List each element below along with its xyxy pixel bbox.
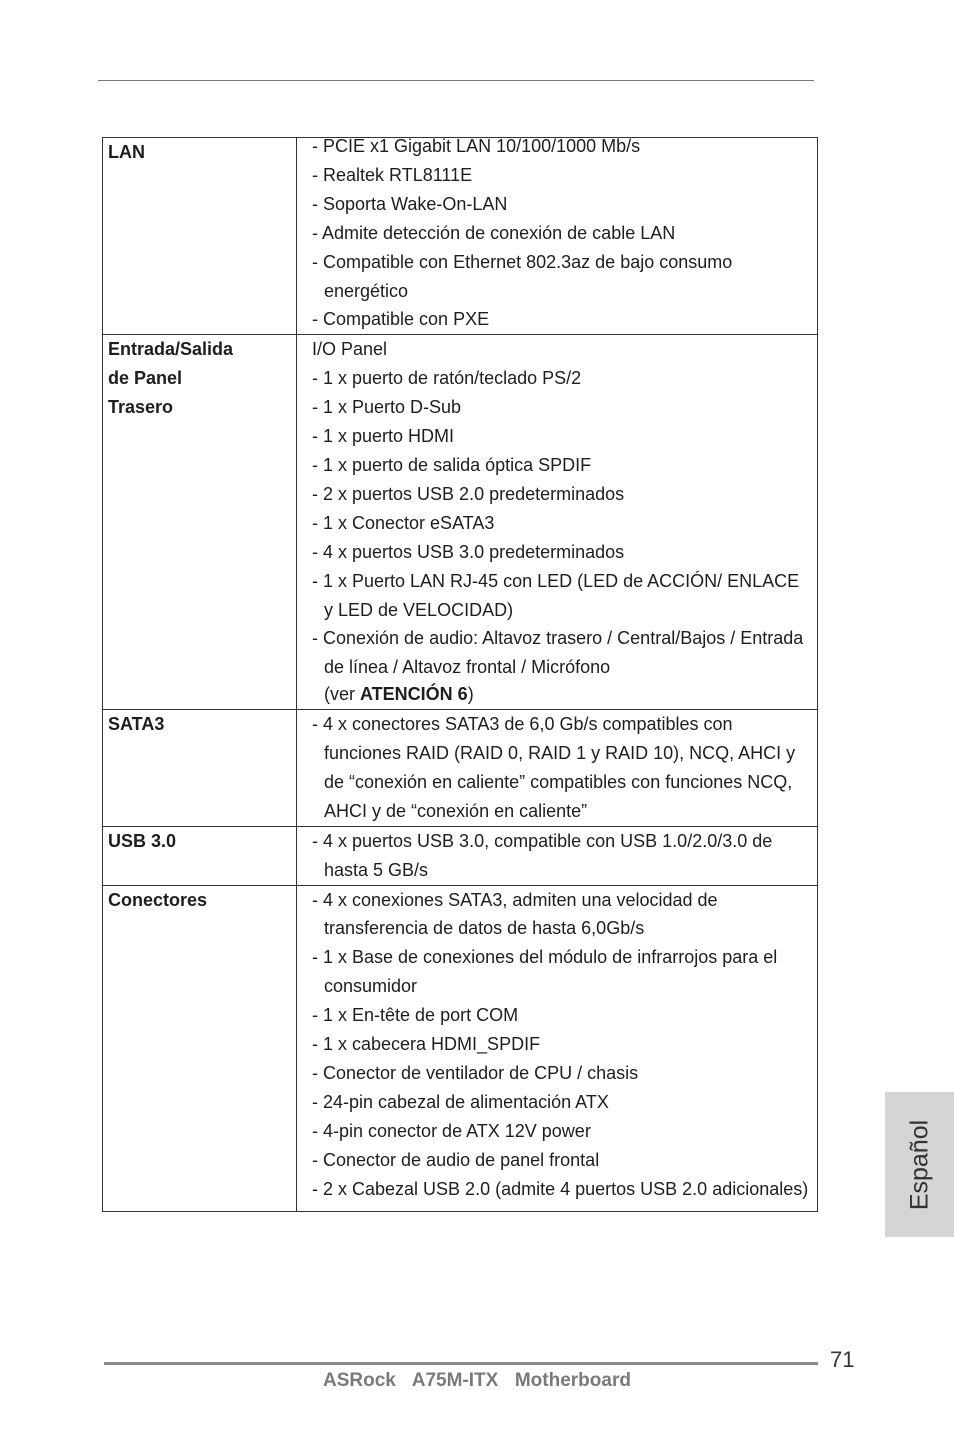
label-line: Conectores xyxy=(108,889,208,910)
row-values xyxy=(297,138,818,335)
spec-item: - PCIE x1 Gigabit LAN 10/100/1000 Mb/s xyxy=(312,136,641,156)
row-label xyxy=(103,138,297,335)
row-values xyxy=(297,826,818,885)
spec-item: - 1 x En-tête de port COM xyxy=(312,1005,519,1026)
page-number: 71 xyxy=(830,1347,855,1372)
label-line: USB 3.0 xyxy=(108,830,177,851)
spec-item: - 1 x puerto de salida óptica SPDIF xyxy=(312,454,592,475)
spec-item: - 1 x cabecera HDMI_SPDIF xyxy=(312,1034,541,1055)
spec-item: - 1 x Puerto D-Sub xyxy=(312,397,462,418)
note-suffix: ) xyxy=(467,684,474,705)
spec-item: - Compatible con PXE xyxy=(312,309,490,330)
spec-row-usb3 xyxy=(103,826,818,885)
row-label xyxy=(103,826,297,885)
spec-note xyxy=(312,680,811,709)
spec-item: - 4 x puertos USB 3.0 predeterminados xyxy=(312,541,625,562)
spec-item: - 4 x conexiones SATA3, admiten una velocidad de transferencia de datos de hasta 6,0Gb/s xyxy=(312,889,718,939)
row-values xyxy=(297,335,818,710)
spec-item: - 1 x Conector eSATA3 xyxy=(312,512,495,533)
spec-row-connectors xyxy=(103,885,818,1211)
spec-item: - 1 x Base de conexiones del módulo de infrarrojos para el consumidor xyxy=(312,947,778,997)
spec-table xyxy=(102,137,818,1212)
row-label xyxy=(103,335,297,710)
spec-item: - 24-pin cabezal de alimentación ATX xyxy=(312,1091,609,1112)
spec-item: - 2 x puertos USB 2.0 predeterminados xyxy=(312,483,625,504)
spec-item: - 4 x conectores SATA3 de 6,0 Gb/s compatibles con funciones RAID (RAID 0, RAID 1 y RAID 10), NCQ, AHCI y de “conexión en caliente” compatibles con funciones NCQ, AHCI y de “conexión en caliente” xyxy=(312,714,796,821)
label-line: LAN xyxy=(108,142,145,162)
language-tab xyxy=(885,1092,954,1237)
spec-item: - 1 x puerto de ratón/teclado PS/2 xyxy=(312,368,582,389)
label-line: de Panel xyxy=(108,368,183,389)
spec-item: - Soporta Wake-On-LAN xyxy=(312,193,508,214)
spec-item: - 4-pin conector de ATX 12V power xyxy=(312,1120,591,1141)
spec-item: - Compatible con Ethernet 802.3az de bajo consumo energético xyxy=(312,251,733,301)
spec-item: - Realtek RTL8111E xyxy=(312,164,473,185)
spec-row-lan xyxy=(103,138,818,335)
spec-item: - 1 x puerto HDMI xyxy=(312,426,455,447)
spec-item: - Conexión de audio: Altavoz trasero / Central/Bajos / Entrada de línea / Altavoz frontal / Micrófono xyxy=(312,628,804,678)
note-prefix: (ver xyxy=(324,684,360,705)
footer-rule xyxy=(104,1362,818,1365)
row-values xyxy=(297,885,818,1211)
io-panel-heading: I/O Panel xyxy=(312,339,388,360)
spec-item: - Admite detección de conexión de cable LAN xyxy=(312,222,676,243)
row-label xyxy=(103,710,297,827)
footer-product-name: ASRock A75M-ITX Motherboard xyxy=(323,1370,631,1391)
spec-item: - 4 x puertos USB 3.0, compatible con USB 1.0/2.0/3.0 de hasta 5 GB/s xyxy=(312,830,773,880)
spec-row-sata3 xyxy=(103,710,818,827)
label-line: SATA3 xyxy=(108,714,165,735)
note-reference: ATENCIÓN 6 xyxy=(360,684,468,705)
label-line: Trasero xyxy=(108,397,174,418)
header-rule xyxy=(98,80,814,81)
spec-item: - Conector de audio de panel frontal xyxy=(312,1149,600,1170)
row-label xyxy=(103,885,297,1211)
spec-item: - 1 x Puerto LAN RJ-45 con LED (LED de ACCIÓN/ ENLACE y LED de VELOCIDAD) xyxy=(312,570,800,620)
row-values xyxy=(297,710,818,827)
spec-item: - 2 x Cabezal USB 2.0 (admite 4 puertos USB 2.0 adicionales) xyxy=(312,1178,809,1199)
spec-item: - Conector de ventilador de CPU / chasis xyxy=(312,1063,639,1083)
language-tab-label: Español xyxy=(905,1119,933,1210)
spec-row-rear-io xyxy=(103,335,818,710)
label-line: Entrada/Salida xyxy=(108,339,234,360)
